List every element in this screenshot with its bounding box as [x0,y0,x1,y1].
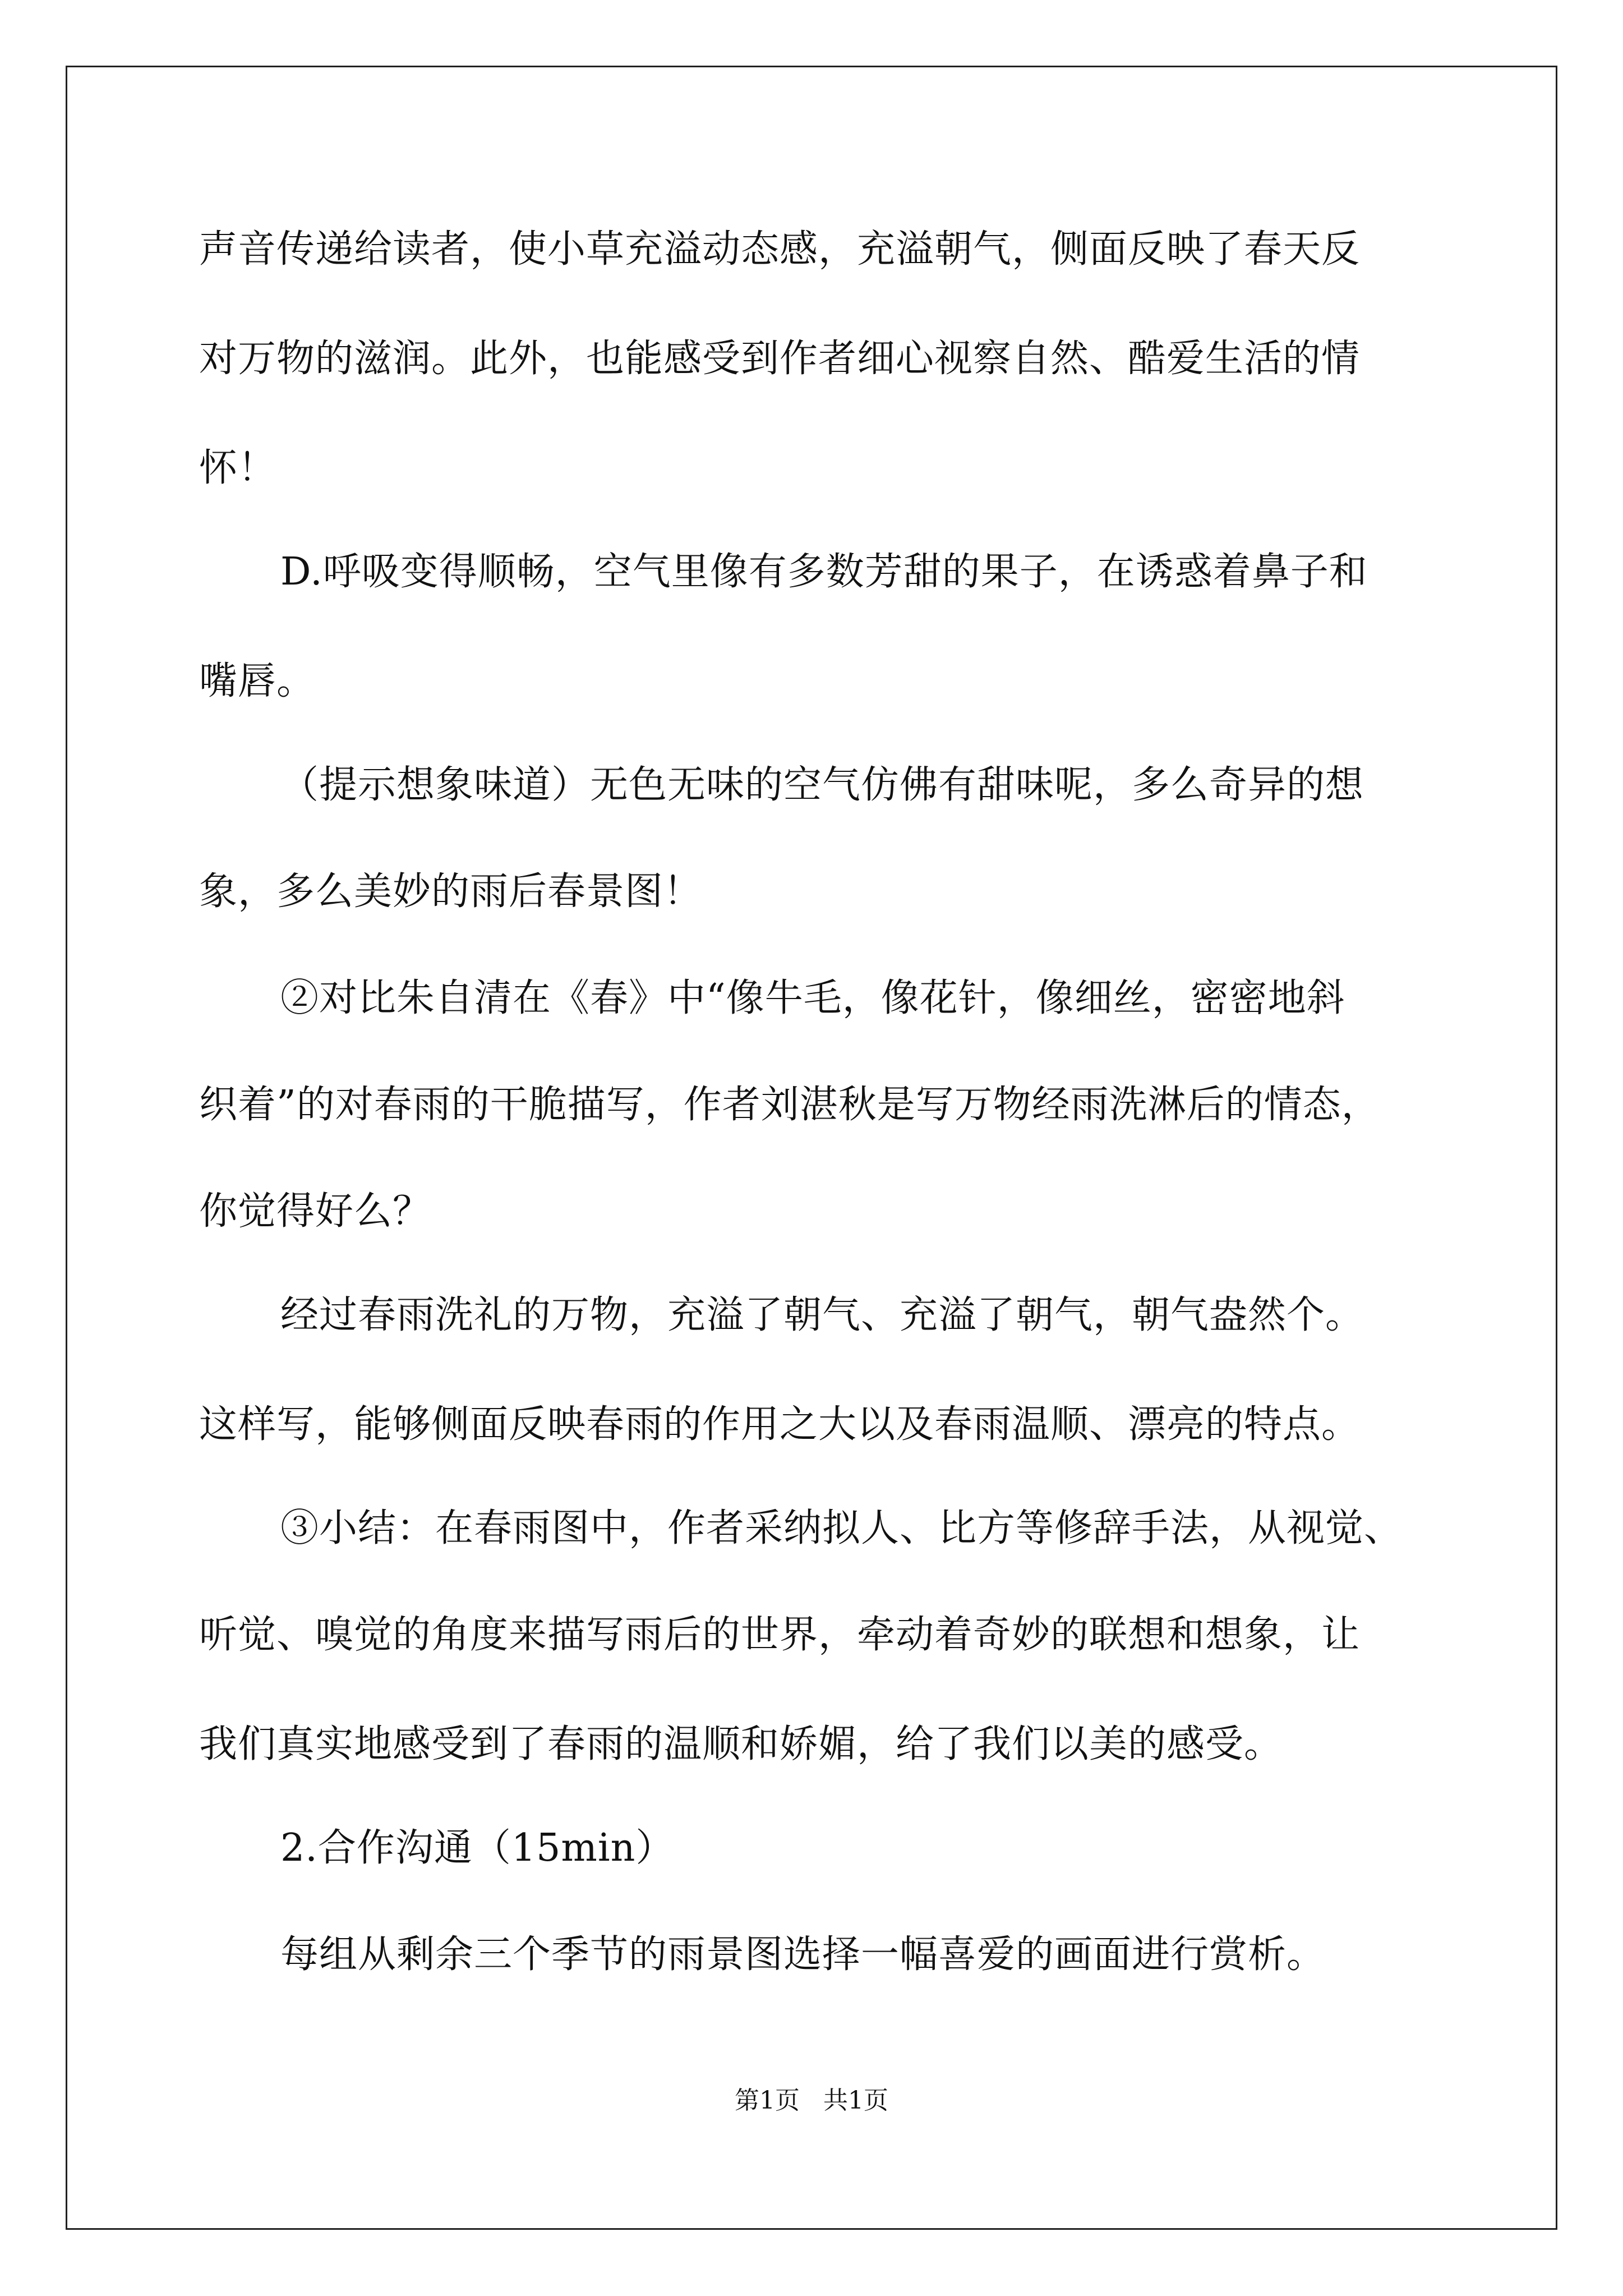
text-line: 每组从剩余三个季节的雨景图选择一幅喜爱的画面进行赏析。 [280,1932,1326,1977]
text-line: （提示想象味道）无色无味的空气仿佛有甜味呢，多么奇异的想 [280,763,1364,807]
text-line: 声音传递给读者，使小草充溢动态感，充溢朝气，侧面反映了春天反 [199,227,1361,272]
text-line: 听觉、嗅觉的角度来描写雨后的世界，牵动着奇妙的联想和想象，让 [199,1613,1361,1657]
text-line: 织着”的对春雨的干脆描写，作者刘湛秋是写万物经雨洗淋后的情态， [199,1083,1380,1127]
text-line: 你觉得好么？ [199,1189,432,1234]
text-line: 对万物的滋润。此外，也能感受到作者细心视察自然、酷爱生活的情 [199,337,1361,381]
text-line: 嘴唇。 [199,659,316,703]
text-line: 象，多么美妙的雨后春景图！ [199,869,703,914]
page-border [66,66,1557,2230]
text-line: D.呼吸变得顺畅，空气里像有多数芳甜的果子，在诱惑着鼻子和 [280,550,1368,594]
text-line: ③小结：在春雨图中，作者采纳拟人、比方等修辞手法，从视觉、 [280,1506,1403,1550]
section-heading: 2.合作沟通（15min） [280,1826,675,1870]
text-line: 我们真实地感受到了春雨的温顺和娇媚，给了我们以美的感受。 [199,1722,1283,1766]
text-line: 这样写，能够侧面反映春雨的作用之大以及春雨温顺、漂亮的特点。 [199,1402,1361,1447]
page-number: 第1页 共1页 [735,2086,888,2115]
text-line: ②对比朱自清在《春》中“像牛毛，像花针，像细丝，密密地斜 [280,976,1345,1020]
text-line: 怀！ [199,446,277,490]
text-line: 经过春雨洗礼的万物，充溢了朝气、充溢了朝气，朝气盎然个。 [280,1293,1364,1337]
